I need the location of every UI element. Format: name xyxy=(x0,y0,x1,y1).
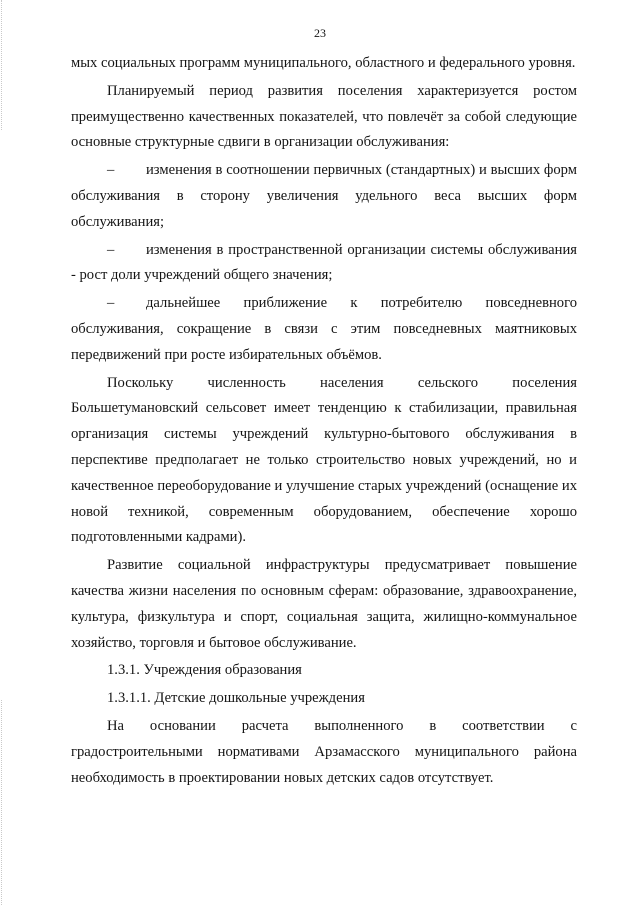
paragraph-text: Развитие социальной инфраструктуры предусматривает повышение качества жизни населения по основным сферам: образование, здравоохранение, культура, физкультура и спорт, социальная защита, жилищно-коммунальное хозяйство, торговля и бытовое обслуживание. xyxy=(71,557,577,651)
list-item xyxy=(71,158,577,235)
paragraph-infrastructure xyxy=(71,553,577,656)
paragraph-continuation xyxy=(71,51,577,77)
scan-edge-top xyxy=(1,0,2,130)
page-body xyxy=(71,51,577,791)
paragraph-text: Поскольку численность населения сельского поселения Большетумановский сельсовет имеет тенденцию к стабилизации, правильная организация системы учреждений культурно-бытового обслуживания в перспективе предполагает не только строительство новых учреждений, но и качественное переоборудование и улучшение старых учреждений (оснащение их новой техникой, современным оборудованием, обеспечение хорошо подготовленными кадрами). xyxy=(71,374,577,546)
list-item-text: изменения в пространственной организации системы обслуживания - рост доли учреждений общего значения; xyxy=(71,241,577,284)
paragraph-text: мых социальных программ муниципального, областного и федерального уровня. xyxy=(71,55,576,71)
list-item-text: дальнейшее приближение к потребителю повседневного обслуживания, сокращение в связи с этим повседневных маятниковых передвижений при росте избирательных объёмов. xyxy=(71,295,577,363)
heading-text: 1.3.1. Учреждения образования xyxy=(107,662,302,679)
paragraph-planned-period xyxy=(71,79,577,156)
list-dash: – xyxy=(107,162,115,179)
list-dash: – xyxy=(107,295,115,312)
paragraph-text: На основании расчета выполненного в соответствии с градостроительными нормативами Арзамасского муниципального района необходимость в проектировании новых детских садов отсутствует. xyxy=(71,717,577,786)
section-heading xyxy=(71,658,577,684)
list-dash: – xyxy=(107,241,115,258)
paragraph-population xyxy=(71,371,577,552)
list-item xyxy=(71,291,577,368)
paragraph-calculation xyxy=(71,714,577,791)
list-item-text: изменения в соотношении первичных (стандартных) и высших форм обслуживания в сторону увеличения удельного веса высших форм обслуживания; xyxy=(71,162,577,230)
heading-text: 1.3.1.1. Детские дошкольные учреждения xyxy=(107,690,365,707)
scan-edge-bottom xyxy=(1,700,2,905)
page-number: 23 xyxy=(314,26,326,40)
paragraph-text: Планируемый период развития поселения характеризуется ростом преимущественно качественных показателей, что повлечёт за собой следующие основные структурные сдвиги в организации обслуживания: xyxy=(71,82,577,151)
list-item xyxy=(71,238,577,290)
subsection-heading xyxy=(71,686,577,712)
